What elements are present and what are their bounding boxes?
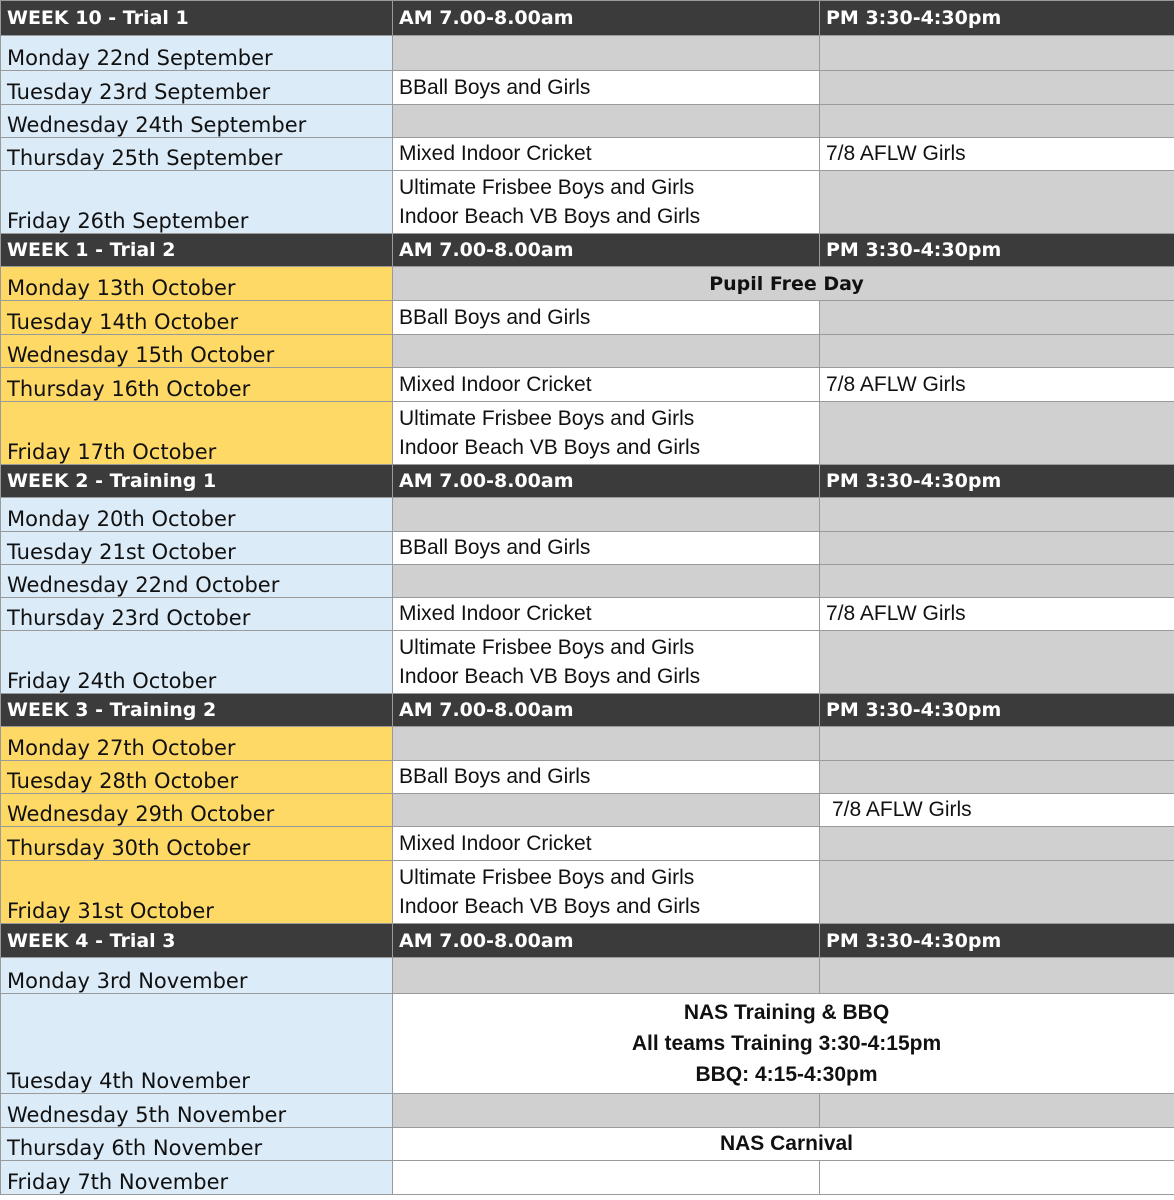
am-activity: Mixed Indoor Cricket xyxy=(393,827,820,861)
week-title: WEEK 1 - Trial 2 xyxy=(1,234,393,267)
table-row xyxy=(1,105,1174,138)
am-activity-line: Ultimate Frisbee Boys and Girls xyxy=(399,636,695,659)
am-header: AM 7.00-8.00am xyxy=(393,465,820,498)
week-title: WEEK 2 - Training 1 xyxy=(1,465,393,498)
pm-activity: 7/8 AFLW Girls xyxy=(820,138,1174,171)
merged-event-cell xyxy=(393,994,1174,1094)
table-row xyxy=(1,994,1174,1094)
pm-header: PM 3:30-4:30pm xyxy=(820,465,1174,498)
table-row xyxy=(1,958,1174,994)
am-activity: Mixed Indoor Cricket xyxy=(393,138,820,171)
pm-cell-empty xyxy=(820,827,1174,861)
am-cell-empty xyxy=(393,105,820,138)
am-header: AM 7.00-8.00am xyxy=(393,694,820,727)
day-label: Thursday 6th November xyxy=(1,1128,393,1161)
day-label: Tuesday 4th November xyxy=(1,994,393,1094)
week-header-row xyxy=(1,694,1174,727)
day-label: Friday 26th September xyxy=(1,171,393,234)
day-label: Monday 3rd November xyxy=(1,958,393,994)
pm-cell-empty xyxy=(820,958,1174,994)
table-row xyxy=(1,1128,1174,1161)
table-row xyxy=(1,598,1174,631)
am-activity-line: Indoor Beach VB Boys and Girls xyxy=(399,895,701,918)
day-label: Friday 7th November xyxy=(1,1161,393,1195)
pm-header: PM 3:30-4:30pm xyxy=(820,1,1174,36)
am-activity-multi xyxy=(393,631,820,694)
am-activity-line: Indoor Beach VB Boys and Girls xyxy=(399,665,701,688)
pm-cell-empty xyxy=(820,105,1174,138)
event-line: NAS Training & BBQ xyxy=(683,1001,890,1024)
day-label: Friday 17th October xyxy=(1,402,393,465)
table-row xyxy=(1,532,1174,565)
week-title: WEEK 4 - Trial 3 xyxy=(1,924,393,958)
am-activity: BBall Boys and Girls xyxy=(393,761,820,794)
pm-cell-empty xyxy=(820,301,1174,335)
pm-cell-empty xyxy=(820,532,1174,565)
am-activity: BBall Boys and Girls xyxy=(393,71,820,105)
day-label: Wednesday 5th November xyxy=(1,1094,393,1128)
day-label: Wednesday 15th October xyxy=(1,335,393,368)
table-row xyxy=(1,335,1174,368)
table-row xyxy=(1,631,1174,694)
pm-cell-empty xyxy=(820,565,1174,598)
pm-cell-empty xyxy=(820,727,1174,761)
am-cell-empty xyxy=(393,727,820,761)
pm-cell-empty xyxy=(820,402,1174,465)
day-label: Thursday 25th September xyxy=(1,138,393,171)
pm-cell-empty xyxy=(820,171,1174,234)
am-activity: Mixed Indoor Cricket xyxy=(393,598,820,631)
week-header-row xyxy=(1,924,1174,958)
pm-cell-empty xyxy=(820,498,1174,532)
table-row xyxy=(1,138,1174,171)
day-label: Thursday 30th October xyxy=(1,827,393,861)
am-header: AM 7.00-8.00am xyxy=(393,924,820,958)
pm-cell-empty xyxy=(820,861,1174,924)
day-label: Monday 22nd September xyxy=(1,36,393,71)
am-activity-multi xyxy=(393,861,820,924)
pm-activity: 7/8 AFLW Girls xyxy=(820,598,1174,631)
table-row xyxy=(1,565,1174,598)
table-row xyxy=(1,402,1174,465)
pm-cell-empty xyxy=(820,1094,1174,1128)
pm-cell-empty xyxy=(820,71,1174,105)
day-label: Wednesday 22nd October xyxy=(1,565,393,598)
table-row xyxy=(1,267,1174,301)
event-line: BBQ: 4:15-4:30pm xyxy=(695,1063,878,1086)
merged-event-cell: Pupil Free Day xyxy=(393,267,1174,301)
am-activity-line: Indoor Beach VB Boys and Girls xyxy=(399,205,701,228)
table-row xyxy=(1,727,1174,761)
day-label: Tuesday 14th October xyxy=(1,301,393,335)
table-row xyxy=(1,171,1174,234)
day-label: Tuesday 28th October xyxy=(1,761,393,794)
pm-activity: 7/8 AFLW Girls xyxy=(820,368,1174,402)
week-title: WEEK 10 - Trial 1 xyxy=(1,1,393,36)
am-activity-line: Indoor Beach VB Boys and Girls xyxy=(399,436,701,459)
day-label: Tuesday 21st October xyxy=(1,532,393,565)
day-label: Monday 27th October xyxy=(1,727,393,761)
week-header-row xyxy=(1,465,1174,498)
pm-cell-empty xyxy=(820,335,1174,368)
table-row xyxy=(1,1161,1174,1195)
am-cell-empty xyxy=(393,794,820,827)
table-row xyxy=(1,498,1174,532)
day-label: Wednesday 24th September xyxy=(1,105,393,138)
day-label: Monday 20th October xyxy=(1,498,393,532)
am-cell-empty xyxy=(393,335,820,368)
am-activity: BBall Boys and Girls xyxy=(393,532,820,565)
table-row xyxy=(1,761,1174,794)
day-label: Thursday 16th October xyxy=(1,368,393,402)
am-activity-multi xyxy=(393,171,820,234)
am-header: AM 7.00-8.00am xyxy=(393,1,820,36)
pm-cell-empty xyxy=(820,761,1174,794)
day-label: Wednesday 29th October xyxy=(1,794,393,827)
table-row xyxy=(1,861,1174,924)
day-label: Tuesday 23rd September xyxy=(1,71,393,105)
merged-event-cell: NAS Carnival xyxy=(393,1128,1174,1161)
pm-header: PM 3:30-4:30pm xyxy=(820,924,1174,958)
day-label: Monday 13th October xyxy=(1,267,393,301)
day-label: Friday 24th October xyxy=(1,631,393,694)
pm-cell-empty xyxy=(820,1161,1174,1195)
pm-activity: 7/8 AFLW Girls xyxy=(820,794,1174,827)
am-activity-multi xyxy=(393,402,820,465)
am-activity-line: Ultimate Frisbee Boys and Girls xyxy=(399,407,695,430)
pm-header: PM 3:30-4:30pm xyxy=(820,694,1174,727)
am-cell-empty xyxy=(393,1094,820,1128)
am-activity: Mixed Indoor Cricket xyxy=(393,368,820,402)
day-label: Friday 31st October xyxy=(1,861,393,924)
day-label: Thursday 23rd October xyxy=(1,598,393,631)
week-title: WEEK 3 - Training 2 xyxy=(1,694,393,727)
pm-header: PM 3:30-4:30pm xyxy=(820,234,1174,267)
am-cell-empty xyxy=(393,498,820,532)
am-activity-line: Ultimate Frisbee Boys and Girls xyxy=(399,866,695,889)
table-row xyxy=(1,301,1174,335)
am-cell-empty xyxy=(393,958,820,994)
am-cell-empty xyxy=(393,36,820,71)
pm-cell-empty xyxy=(820,631,1174,694)
week-header-row xyxy=(1,234,1174,267)
table-row xyxy=(1,368,1174,402)
am-cell-empty xyxy=(393,565,820,598)
week-header-row xyxy=(1,1,1174,36)
pm-cell-empty xyxy=(820,36,1174,71)
am-activity-line: Ultimate Frisbee Boys and Girls xyxy=(399,176,695,199)
event-line: All teams Training 3:30-4:15pm xyxy=(631,1032,942,1055)
table-row xyxy=(1,794,1174,827)
am-header: AM 7.00-8.00am xyxy=(393,234,820,267)
am-activity: BBall Boys and Girls xyxy=(393,301,820,335)
table-row xyxy=(1,36,1174,71)
table-row xyxy=(1,71,1174,105)
table-row xyxy=(1,827,1174,861)
am-cell-empty xyxy=(393,1161,820,1195)
table-row xyxy=(1,1094,1174,1128)
